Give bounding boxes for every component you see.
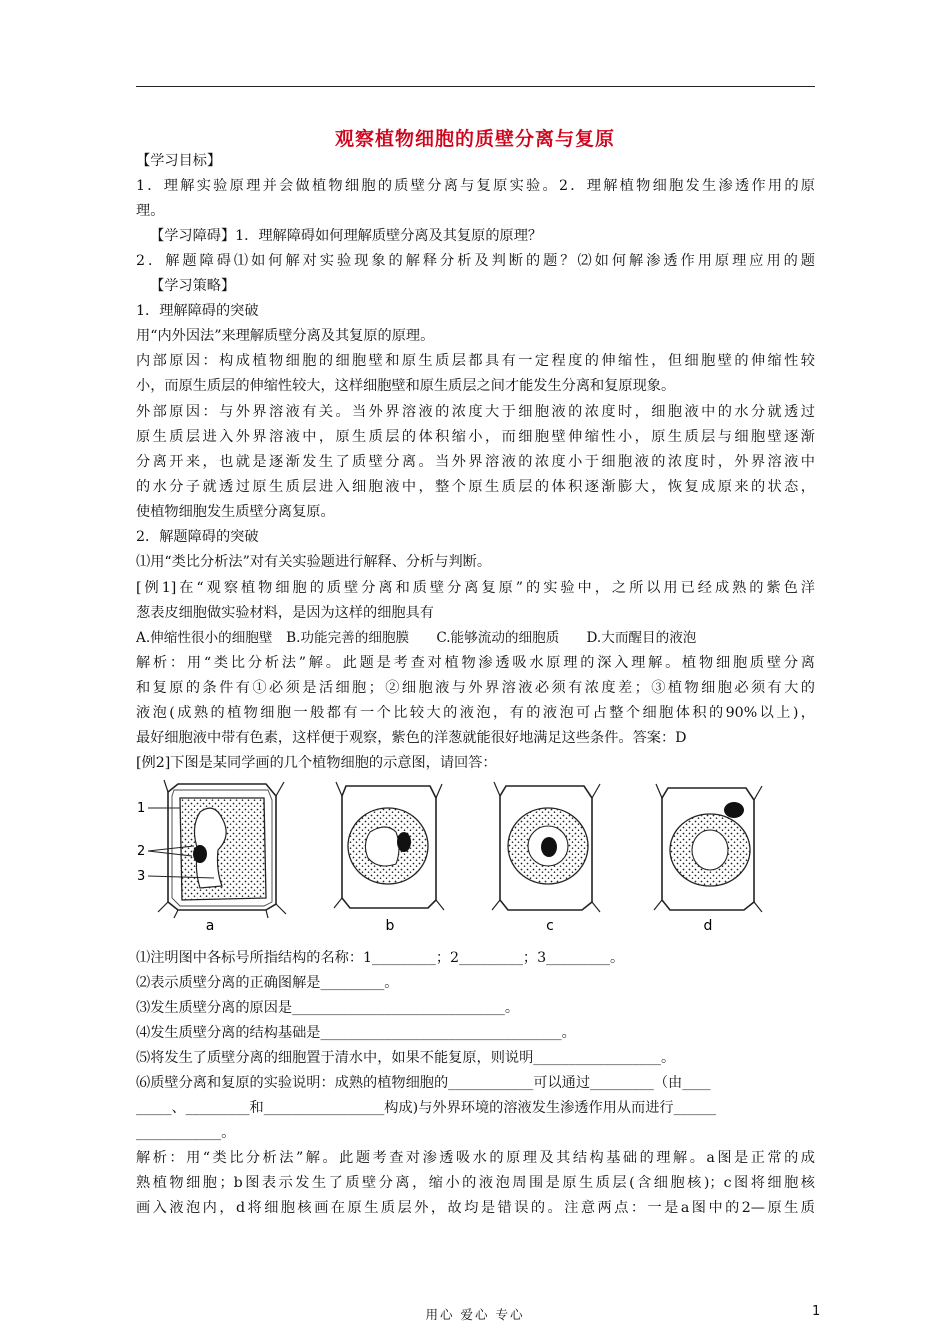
question-5: ⑸将发生了质壁分离的细胞置于清水中，如果不能复原，则说明__________________。: [136, 1050, 676, 1066]
text-line: 小，而原生质层的伸缩性较大，这样细胞壁和原生质层之间才能发生分离和复原现象。: [136, 378, 676, 394]
text-line: 原生质层进入外界溶液中，原生质层的体积缩小，而细胞壁伸缩性小，原生质层与细胞壁逐渐: [136, 429, 815, 445]
question-1: ⑴注明图中各标号所指结构的名称：1_________；2_________；3_________。: [136, 950, 625, 966]
text-line: 分离开来，也就是逐渐发生了质壁分离。当外界溶液的浓度小于细胞液的浓度时，外界溶液中: [136, 454, 815, 470]
question-4: ⑷发生质壁分离的结构基础是__________________________________。: [136, 1025, 576, 1041]
text-line: 的水分子就透过原生质层进入细胞液中，整个原生质层的体积逐渐膨大，恢复成原来的状态，: [136, 479, 815, 495]
text-line: 1．理解实验原理并会做植物细胞的质壁分离与复原实验。2．理解植物细胞发生渗透作用的原: [136, 178, 815, 194]
page-number: 1: [812, 1304, 821, 1319]
subheading: 1．理解障碍的突破: [136, 303, 259, 319]
text-line: 2．解题障碍⑴如何解对实验现象的解释分析及判断的题？⑵如何解渗透作用原理应用的题: [136, 253, 815, 269]
subheading: 2．解题障碍的突破: [136, 529, 259, 545]
cell-b: [334, 782, 444, 934]
example-1-question: [例1]在“观察植物细胞的质壁分离和质壁分离复原”的实验中，之所以用已经成熟的紫色洋: [136, 580, 815, 596]
cell-label-a: a: [205, 918, 215, 934]
marker-3: 3: [137, 869, 146, 884]
text-line: 外部原因：与外界溶液有关。当外界溶液的浓度大于细胞液的浓度时，细胞液中的水分就透过: [136, 404, 815, 420]
section-heading-strategy: 【学习策略】: [150, 278, 236, 294]
plant-cell-figure: [130, 778, 770, 938]
nucleus: [724, 802, 744, 818]
question-6-cont: ____________。: [136, 1125, 236, 1141]
text-line: 液泡(成熟的植物细胞一般都有一个比较大的液泡，有的液泡可占整个细胞体积的90%以上)，: [136, 705, 815, 721]
question-2: ⑵表示质壁分离的正确图解是_________。: [136, 975, 399, 991]
marker-1: 1: [137, 801, 146, 816]
text-line: 理。: [136, 203, 165, 219]
section-heading-goals: 【学习目标】: [136, 153, 222, 169]
text-line: 内部原因：构成植物细胞的细胞壁和原生质层都具有一定程度的伸缩性，但细胞壁的伸缩性较: [136, 353, 815, 369]
question-6: ⑹质壁分离和复原的实验说明：成熟的植物细胞的____________可以通过_________（由____: [136, 1075, 711, 1091]
nucleus: [397, 832, 411, 852]
question-3: ⑶发生质壁分离的原因是______________________________。: [136, 1000, 520, 1016]
marker-2: 2: [137, 844, 146, 859]
cell-label-c: c: [546, 918, 554, 934]
cell-label-b: b: [385, 918, 395, 934]
footer-slogan: 用心 爱心 专心: [425, 1307, 525, 1322]
cell-c: [492, 782, 600, 934]
nucleus: [193, 845, 207, 863]
text-line: 使植物细胞发生质壁分离复原。: [136, 504, 335, 520]
header-rule: [136, 86, 815, 87]
text-line: 和复原的条件有①必须是活细胞；②细胞液与外界溶液必须有浓度差；③植物细胞必须有大的: [136, 680, 815, 696]
example-1-options: A.伸缩性很小的细胞壁 B.功能完善的细胞膜 C.能够流动的细胞质 D.大而醒目的液泡: [136, 630, 697, 646]
cell-a: [137, 780, 286, 934]
analysis-line: 解析：用“类比分析法”解。此题考查对渗透吸水的原理及其结构基础的理解。a图是正常的成: [136, 1150, 815, 1166]
example-1-question: 葱表皮细胞做实验材料，是因为这样的细胞具有: [136, 605, 434, 621]
cell-d: [654, 784, 762, 934]
analysis-line: 熟植物细胞；b图表示发生了质壁分离，缩小的液泡周围是原生质层(含细胞核)；c图将细胞核: [136, 1175, 815, 1191]
page-title: 观察植物细胞的质壁分离与复原: [334, 128, 615, 150]
question-6-cont: _____、_________和_________________构成)与外界环境的溶液发生渗透作用从而进行______: [136, 1100, 717, 1116]
text-line: ⑴用“类比分析法”对有关实验题进行解释、分析与判断。: [136, 554, 492, 570]
analysis-line: 画入液泡内，d将细胞核画在原生质层外，故均是错误的。注意两点：一是a图中的2—原生质: [136, 1200, 815, 1216]
cell-label-d: d: [703, 918, 713, 934]
nucleus: [541, 837, 557, 857]
text-line: 解析：用“类比分析法”解。此题是考查对植物渗透吸水原理的深入理解。植物细胞质壁分离: [136, 655, 815, 671]
text-line: 最好细胞液中带有色素，这样便于观察，紫色的洋葱就能很好地满足这些条件。答案：D: [136, 730, 687, 746]
text-line: 用“内外因法”来理解质壁分离及其复原的原理。: [136, 328, 435, 344]
section-heading-obstacles: 【学习障碍】1．理解障碍如何理解质壁分离及其复原的原理？: [150, 228, 543, 244]
example-2-question: [例2]下图是某同学画的几个植物细胞的示意图，请回答：: [136, 755, 497, 771]
